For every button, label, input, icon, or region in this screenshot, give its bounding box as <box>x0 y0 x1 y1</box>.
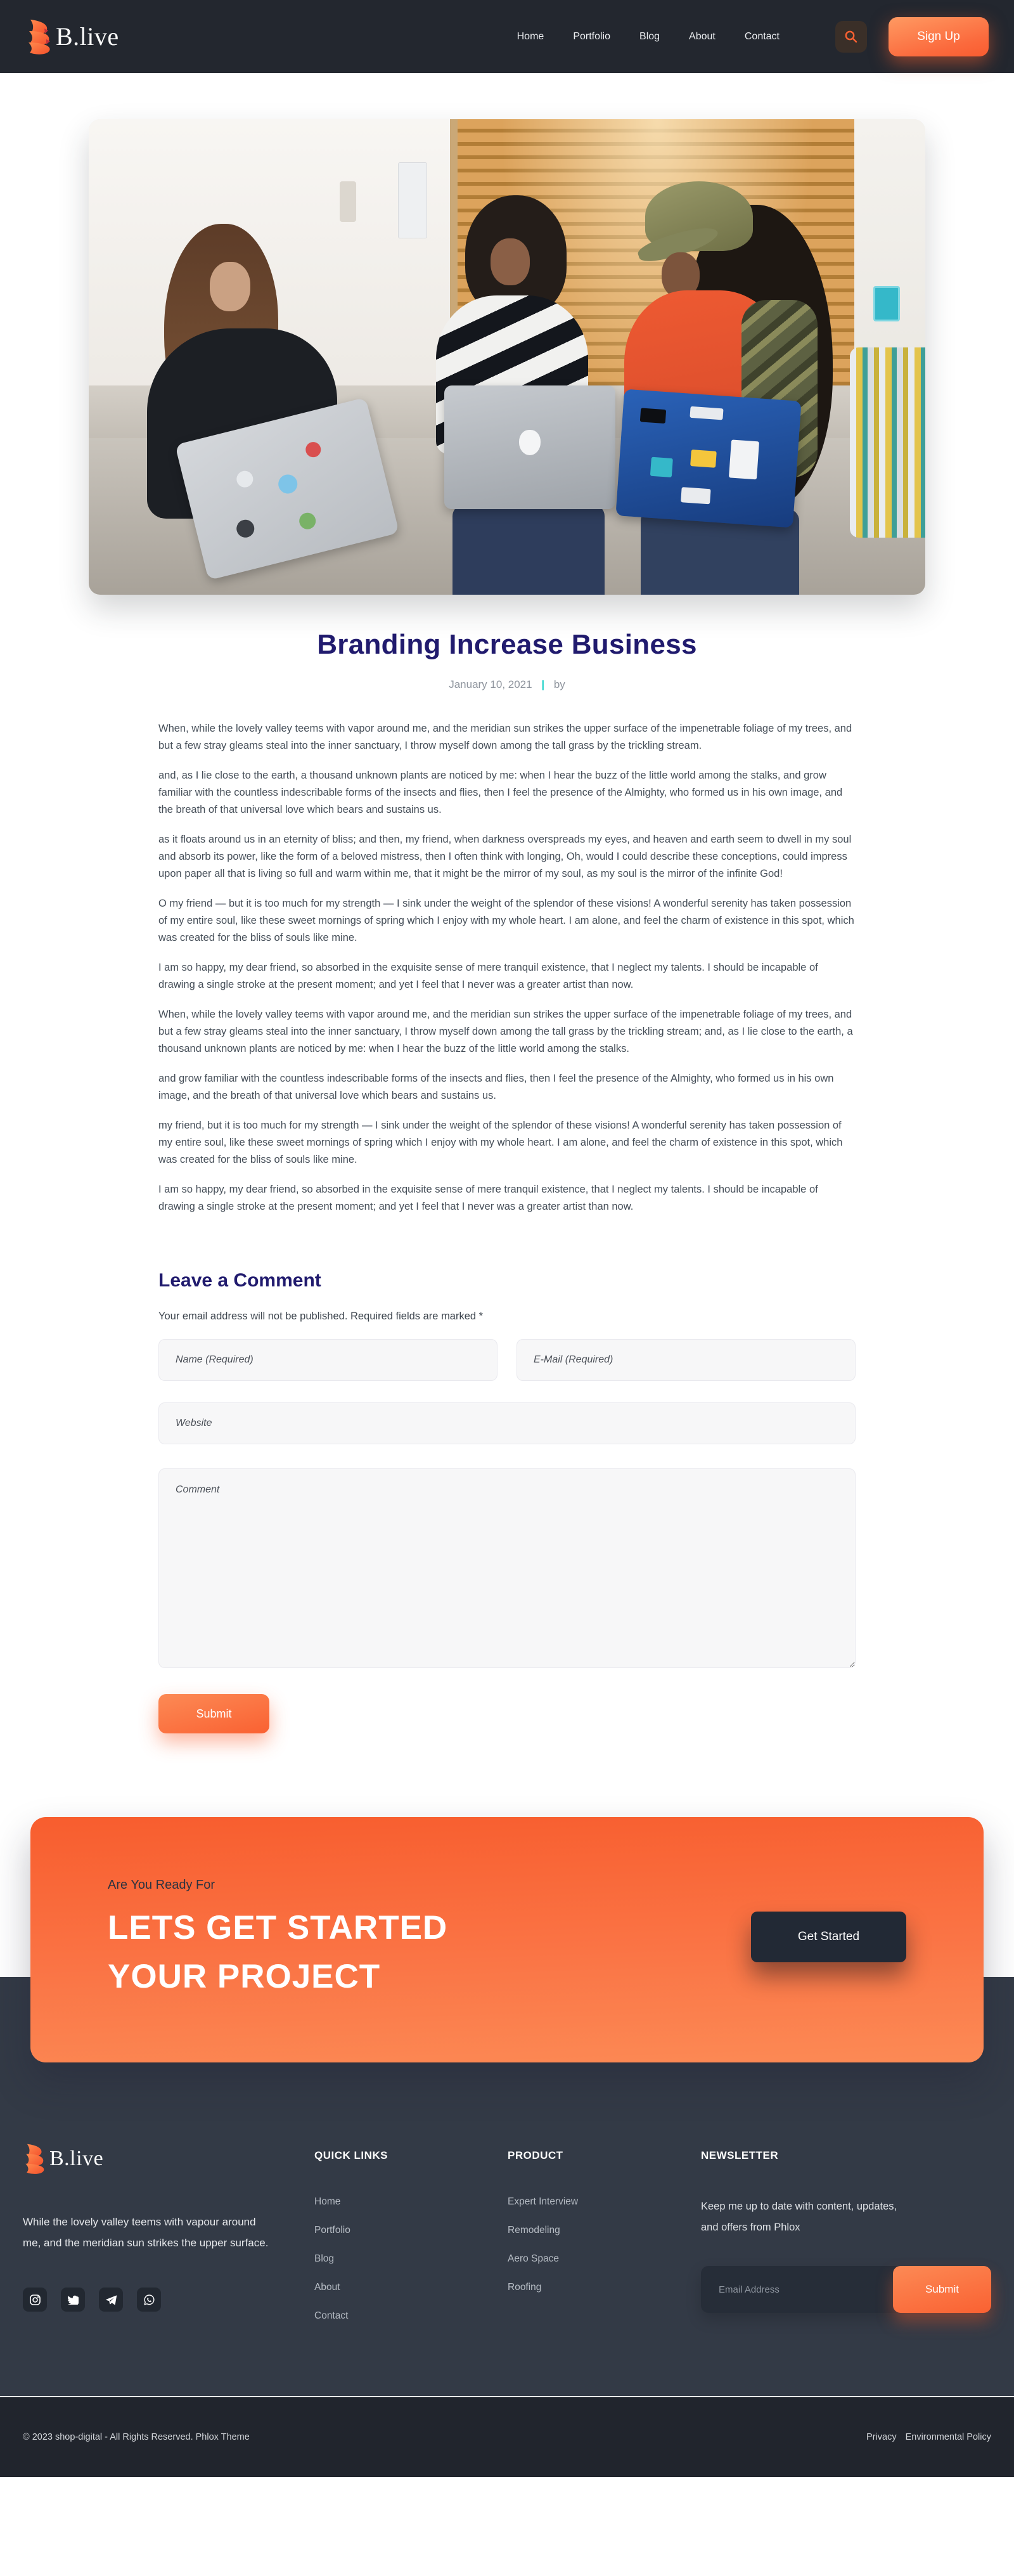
instagram-icon[interactable] <box>23 2288 47 2312</box>
telegram-icon[interactable] <box>99 2288 123 2312</box>
comment-form <box>158 1339 856 1733</box>
footer-brand-logo[interactable] <box>23 2143 276 2175</box>
person-middle-macbook <box>444 385 615 509</box>
hero-image <box>89 119 925 595</box>
footer-link-portfolio[interactable]: Portfolio <box>314 2225 350 2236</box>
post-byline: by <box>553 678 565 690</box>
article-body <box>158 720 856 1215</box>
email-field[interactable] <box>517 1339 856 1381</box>
footer-about-text: While the lovely valley teems with vapour around me, and the meridian sun strikes the upper surface. <box>23 2216 269 2249</box>
name-field[interactable] <box>158 1339 497 1381</box>
hero-striped-pillow <box>850 347 925 538</box>
paragraph: and, as I lie close to the earth, a thousand unknown plants are noticed by me: when I hear the buzz of the little world among the stalks, and grow familiar with the countless indescribable forms of the insects and flies, then I feel the presence of the Almighty, who formed us in his own image, and the breath of that universal love which bears and sustains us. <box>158 770 843 815</box>
footer-newsletter-column <box>701 2143 991 2339</box>
footer-brand-column <box>23 2143 276 2339</box>
apple-logo-icon <box>519 430 541 455</box>
search-icon <box>844 30 858 44</box>
person-right-sticker-laptop <box>616 389 802 527</box>
cta-headline-line1: LETS GET STARTED <box>108 1909 448 1946</box>
footer-link-home[interactable]: Home <box>314 2196 341 2207</box>
page-title: Branding Increase Business <box>317 629 697 660</box>
paragraph: When, while the lovely valley teems with vapor around me, and the meridian sun strikes the upper surface of the impenetrable foliage of my trees, and but a few stray gleams steal into the inner sanctuary, I throw myself down among the tall grass by the trickling stream. <box>158 723 852 751</box>
nav-contact[interactable]: Contact <box>744 30 780 42</box>
nav-about[interactable]: About <box>689 30 716 42</box>
footer-social-row <box>23 2288 276 2312</box>
whatsapp-icon[interactable] <box>137 2288 161 2312</box>
signup-button[interactable]: Sign Up <box>889 17 989 56</box>
hero-poster <box>398 162 427 238</box>
cta-kicker: Are You Ready For <box>108 1878 215 1892</box>
website-field[interactable] <box>158 1402 856 1444</box>
paragraph: When, while the lovely valley teems with vapor around me, and the meridian sun strikes the upper surface of the impenetrable foliage of my trees, and but a few stray gleams steal into the inner sanctuary, I throw myself down among the tall grass by the trickling stream; and, as I lie close to the earth, a thousand unknown plants are noticed by me: when I hear the buzz of the little world among the stalks. <box>158 1009 853 1054</box>
footer-quick-links-column <box>314 2143 508 2339</box>
product-heading: PRODUCT <box>508 2149 563 2161</box>
newsletter-form <box>701 2266 991 2313</box>
twitter-icon[interactable] <box>61 2288 85 2312</box>
cta-section <box>0 1817 1014 2062</box>
footer-link-roofing[interactable]: Roofing <box>508 2282 542 2293</box>
person-middle-face <box>491 238 530 285</box>
paragraph: and grow familiar with the countless indescribable forms of the insects and flies, then I feel the presence of the Almighty, who formed us in his own image, and the breath of that universal love which bears and sustains us. <box>158 1073 834 1101</box>
newsletter-text: Keep me up to date with content, updates, and offers from Phlox <box>701 2201 897 2233</box>
paragraph: O my friend — but it is too much for my strength — I sink under the weight of the splendor of these visions! A wonderful serenity has taken possession of my entire soul, like these sweet mornings of spring which I enjoy with my whole heart. I am alone, and feel the charm of existence in this spot, which was created for the bliss of souls like mine. <box>158 898 854 943</box>
comments-section <box>158 1270 856 1733</box>
footer-link-blog[interactable]: Blog <box>314 2253 335 2264</box>
footer-link-expert-interview[interactable]: Expert Interview <box>508 2196 579 2207</box>
person-middle-jeans <box>452 505 605 595</box>
hero-thermostat <box>340 181 356 222</box>
paragraph: my friend, but it is too much for my strength — I sink under the weight of the splendor of these visions! A wonderful serenity has taken possession of my entire soul, like these sweet mornings of spring which I enjoy with my whole heart. I am alone, and feel the charm of existence in this spot, which was created for the bliss of souls like mine. <box>158 1120 843 1165</box>
footer-bottom-bar <box>0 2396 1014 2477</box>
post-meta <box>0 678 1014 691</box>
environmental-policy-link[interactable]: Environmental Policy <box>905 2432 991 2442</box>
footer-policy-links <box>866 2432 991 2442</box>
footer-link-remodeling[interactable]: Remodeling <box>508 2225 560 2236</box>
post-date: January 10, 2021 <box>449 678 532 690</box>
cta-box <box>30 1817 984 2062</box>
newsletter-heading: NEWSLETTER <box>701 2149 779 2161</box>
copyright-text: © 2023 shop-digital - All Rights Reserved. Phlox Theme <box>23 2432 250 2442</box>
comment-submit-button[interactable]: Submit <box>158 1694 269 1733</box>
newsletter-submit-button[interactable]: Submit <box>893 2266 991 2313</box>
cta-headline-line2: YOUR PROJECT <box>108 1957 381 1995</box>
comments-notice: Your email address will not be published. Required fields are marked * <box>158 1311 484 1322</box>
footer-link-aero-space[interactable]: Aero Space <box>508 2253 559 2264</box>
nav-home[interactable]: Home <box>517 30 544 42</box>
search-button[interactable] <box>835 21 867 53</box>
brand-flame-icon <box>25 18 53 55</box>
quick-links-heading: QUICK LINKS <box>314 2149 388 2161</box>
comment-field[interactable] <box>158 1468 856 1668</box>
hero-teal-sign <box>873 286 900 321</box>
get-started-button[interactable]: Get Started <box>751 1912 906 1962</box>
privacy-link[interactable]: Privacy <box>866 2432 897 2442</box>
brand-flame-icon <box>23 2143 47 2175</box>
nav-blog[interactable]: Blog <box>639 30 660 42</box>
paragraph: I am so happy, my dear friend, so absorbed in the exquisite sense of mere tranquil existence, that I neglect my talents. I should be incapable of drawing a single stroke at the present moment; and yet I feel that I never was a greater artist than now. <box>158 1184 818 1212</box>
footer-link-about[interactable]: About <box>314 2282 340 2293</box>
main-nav <box>517 31 780 42</box>
footer-product-column <box>508 2143 701 2339</box>
brand-logo[interactable] <box>25 18 119 55</box>
paragraph: I am so happy, my dear friend, so absorbed in the exquisite sense of mere tranquil existence, that I neglect my talents. I should be incapable of drawing a single stroke at the present moment; and yet I feel that I never was a greater artist than now. <box>158 962 818 990</box>
footer-link-contact[interactable]: Contact <box>314 2310 349 2321</box>
footer-brand-name: B.live <box>49 2147 104 2170</box>
paragraph: as it floats around us in an eternity of bliss; and then, my friend, when darkness overspreads my eyes, and heaven and earth seem to dwell in my soul and absorb its power, like the form of a beloved mistress, then I often think with longing, Oh, would I could describe these conceptions, could impress upon paper all that is living so full and warm within me, that it might be the mirror of my soul, as my soul is the mirror of the infinite God! <box>158 834 852 879</box>
comments-heading: Leave a Comment <box>158 1270 321 1291</box>
site-header <box>0 0 1014 73</box>
nav-portfolio[interactable]: Portfolio <box>573 30 611 42</box>
person-left-face <box>210 262 250 311</box>
brand-name: B.live <box>56 22 119 51</box>
meta-separator: | <box>541 678 545 690</box>
